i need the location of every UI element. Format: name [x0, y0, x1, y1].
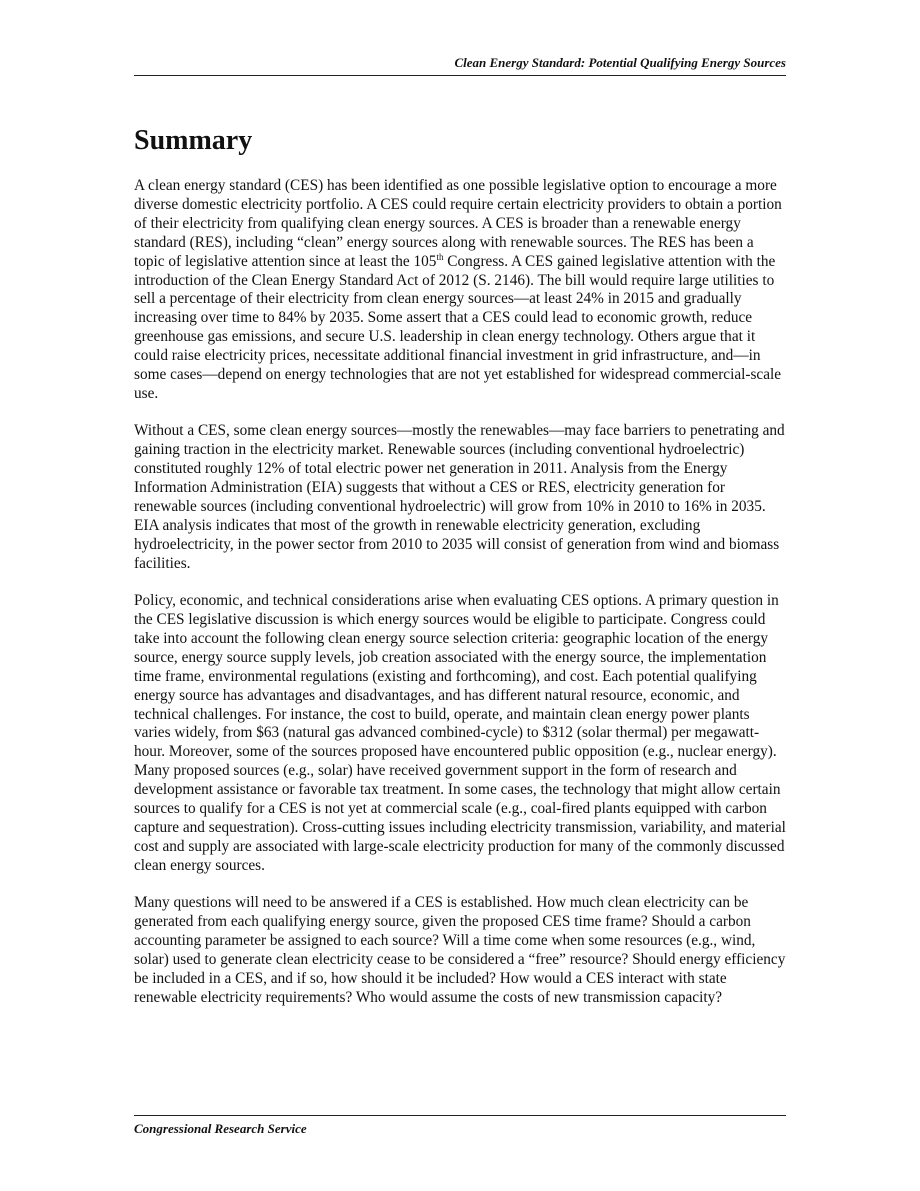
summary-body [134, 177, 786, 1026]
paragraph-2: Without a CES, some clean energy sources—mostly the renewables—may face barriers to penetrating and gaining traction in the electricity market. Renewable sources (including conventional hydroelectric) constituted roughly 12% of total electric power net generation in 2011. Analysis from the Energy Information Administration (EIA) suggests that without a CES or RES, electricity generation for renewable sources (including conventional hydroelectric) will grow from 10% in 2010 to 16% in 2035. EIA analysis indicates that most of the growth in renewable electricity generation, excluding hydroelectricity, in the power sector from 2010 to 2035 will consist of generation from wind and biomass facilities. [134, 422, 785, 572]
paragraph-1 [134, 177, 786, 404]
paragraph-1-text-b: Congress. A CES gained legislative attention with the introduction of the Clean Energy Standard Act of 2012 (S. 2146). The bill would require large utilities to sell a percentage of their electricity from clean energy sources—at least 24% in 2015 and gradually increasing over time to 84% by 2035. Some assert that a CES could lead to economic growth, reduce greenhouse gas emissions, and secure U.S. leadership in clean energy technology. Others argue that it could raise electricity prices, necessitate additional financial investment in grid infrastructure, and—in some cases—depend on energy technologies that are not yet established for widespread commercial-scale use. [134, 252, 782, 402]
page-footer [134, 1115, 786, 1137]
page-header [134, 55, 786, 76]
paragraph-1-text-a: A clean energy standard (CES) has been identified as one possible legislative option to encourage a more diverse domestic electricity portfolio. A CES could require certain electricity providers to obtain a portion of their electricity from qualifying clean energy sources. A CES is broader than a renewable energy standard (RES), including “clean” energy sources along with renewable sources. The RES has been a topic of legislative attention since at least the 105 [134, 177, 782, 270]
paragraph-4: Many questions will need to be answered if a CES is established. How much clean electricity can be generated from each qualifying energy source, given the proposed CES time frame? Should a carbon accounting parameter be assigned to each source? Will a time come when some resources (e.g., wind, solar) used to generate clean electricity cease to be considered a “free” resource? Should energy efficiency be included in a CES, and if so, how should it be included? How would a CES interact with state renewable electricity requirements? Who would assume the costs of new transmission capacity? [134, 894, 786, 1006]
footer-organization: Congressional Research Service [134, 1121, 307, 1136]
section-title: Summary [134, 125, 253, 156]
paragraph-3: Policy, economic, and technical considerations arise when evaluating CES options. A primary question in the CES legislative discussion is which energy sources would be eligible to participate. Congress could take into account the following clean energy source selection criteria: geographic location of the energy source, energy source supply levels, job creation associated with the energy source, the implementation time frame, environmental regulations (existing and forthcoming), and cost. Each potential qualifying energy source has advantages and disadvantages, and has different natural resource, economic, and technical challenges. For instance, the cost to build, operate, and maintain clean energy power plants varies widely, from $63 (natural gas advanced combined-cycle) to $312 (solar thermal) per megawatt-hour. Moreover, some of the sources proposed have encountered public opposition (e.g., nuclear energy). Many proposed sources (e.g., solar) have received government support in the form of research and development assistance or favorable tax treatment. In some cases, the technology that might allow certain sources to qualify for a CES is not yet at commercial scale (e.g., coal-fired plants equipped with carbon capture and sequestration). Cross-cutting issues including electricity transmission, variability, and material cost and supply are associated with large-scale electricity production for many of the commonly discussed clean energy sources. [134, 592, 786, 874]
ordinal-superscript: th [436, 251, 444, 262]
running-title: Clean Energy Standard: Potential Qualifying Energy Sources [454, 55, 786, 70]
